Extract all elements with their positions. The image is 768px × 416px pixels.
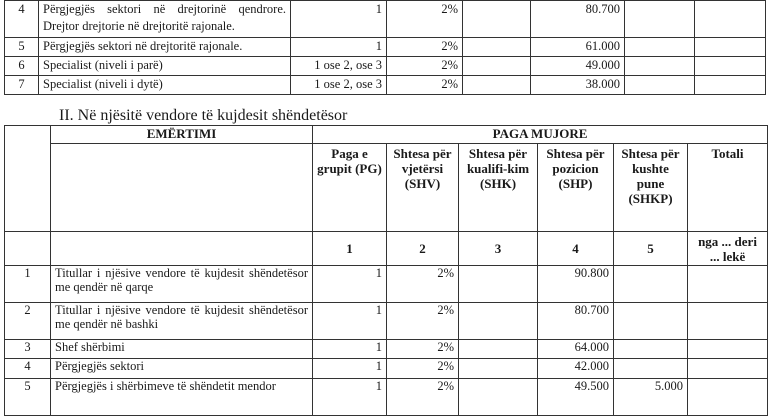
shk-value bbox=[459, 340, 538, 359]
pg-value: 1 bbox=[313, 303, 387, 340]
total-value bbox=[695, 76, 766, 95]
shk-value bbox=[459, 379, 538, 416]
shkp-value bbox=[614, 359, 688, 379]
table-row bbox=[5, 359, 768, 379]
row-number: 3 bbox=[5, 340, 51, 359]
position-name: Titullar i njësive vendore të kujdesit shëndetësor me qendër në bashki bbox=[51, 303, 313, 340]
shkp-value bbox=[614, 340, 688, 359]
column-header-pg: Paga e grupit (PG) bbox=[313, 144, 387, 232]
column-number: 2 bbox=[387, 232, 459, 266]
header-row bbox=[5, 144, 768, 232]
shk-value bbox=[463, 57, 531, 76]
shk-value bbox=[459, 359, 538, 379]
total-value bbox=[695, 57, 766, 76]
shp-value: 38.000 bbox=[531, 76, 625, 95]
shkp-value bbox=[625, 76, 695, 95]
salary-table-part-1 bbox=[4, 0, 766, 95]
table-row bbox=[5, 57, 766, 76]
table-row bbox=[5, 1, 766, 38]
position-name: Përgjegjës i shërbimeve të shëndetit mendor bbox=[51, 379, 313, 416]
shkp-value bbox=[625, 1, 695, 38]
shk-value bbox=[463, 1, 531, 38]
shv-value: 2% bbox=[387, 38, 463, 57]
total-value bbox=[688, 359, 768, 379]
row-number: 5 bbox=[5, 379, 51, 416]
pg-value: 1 bbox=[313, 379, 387, 416]
shk-value bbox=[463, 38, 531, 57]
row-number: 1 bbox=[5, 266, 51, 303]
shv-value: 2% bbox=[387, 1, 463, 38]
pg-value: 1 bbox=[313, 359, 387, 379]
section-title: II. Në njësitë vendore të kujdesit shëndetësor bbox=[59, 107, 348, 124]
header-cell-empty bbox=[5, 144, 51, 232]
column-number: 4 bbox=[538, 232, 614, 266]
pg-value: 1 bbox=[291, 38, 387, 57]
table-row bbox=[5, 266, 768, 303]
row-number: 4 bbox=[5, 1, 39, 38]
shk-value bbox=[459, 266, 538, 303]
header-row bbox=[5, 232, 768, 266]
position-name: Shef shërbimi bbox=[51, 340, 313, 359]
shv-value: 2% bbox=[387, 76, 463, 95]
column-number: 5 bbox=[614, 232, 688, 266]
total-value bbox=[688, 340, 768, 359]
table-row bbox=[5, 76, 766, 95]
position-name: Përgjegjës sektori bbox=[51, 359, 313, 379]
total-value bbox=[688, 303, 768, 340]
position-name: Specialist (niveli i dytë) bbox=[39, 76, 291, 95]
header-cell-empty bbox=[5, 232, 51, 266]
row-number: 2 bbox=[5, 303, 51, 340]
shkp-value bbox=[614, 303, 688, 340]
shp-value: 90.800 bbox=[538, 266, 614, 303]
position-name: Përgjegjës sektori në drejtorinë qendrore. Drejtor drejtorie në drejtoritë rajonale. bbox=[39, 1, 291, 38]
header-cell-empty bbox=[5, 126, 51, 144]
shkp-value bbox=[625, 38, 695, 57]
column-header-shv: Shtesa për vjetërsi (SHV) bbox=[387, 144, 459, 232]
position-name: Specialist (niveli i parë) bbox=[39, 57, 291, 76]
salary-table-part-2 bbox=[4, 125, 768, 416]
shkp-value bbox=[625, 57, 695, 76]
header-cell-empty bbox=[51, 232, 313, 266]
row-number: 5 bbox=[5, 38, 39, 57]
header-row bbox=[5, 126, 768, 144]
total-value bbox=[688, 379, 768, 416]
shp-value: 64.000 bbox=[538, 340, 614, 359]
header-cell-empty bbox=[51, 144, 313, 232]
shv-value: 2% bbox=[387, 266, 459, 303]
column-header-shk: Shtesa për kualifi-kim (SHK) bbox=[459, 144, 538, 232]
shv-value: 2% bbox=[387, 340, 459, 359]
pg-value: 1 ose 2, ose 3 bbox=[291, 76, 387, 95]
shp-value: 49.500 bbox=[538, 379, 614, 416]
shp-value: 61.000 bbox=[531, 38, 625, 57]
shk-value bbox=[459, 303, 538, 340]
shp-value: 42.000 bbox=[538, 359, 614, 379]
column-header-shkp: Shtesa për kushte pune (SHKP) bbox=[614, 144, 688, 232]
table-row bbox=[5, 303, 768, 340]
pg-value: 1 bbox=[291, 1, 387, 38]
shp-value: 80.700 bbox=[531, 1, 625, 38]
header-paga-mujore: PAGA MUJORE bbox=[313, 126, 768, 144]
row-number: 7 bbox=[5, 76, 39, 95]
shp-value: 80.700 bbox=[538, 303, 614, 340]
shkp-value: 5.000 bbox=[614, 379, 688, 416]
total-value bbox=[688, 266, 768, 303]
shv-value: 2% bbox=[387, 303, 459, 340]
column-header-shp: Shtesa për pozicion (SHP) bbox=[538, 144, 614, 232]
column-number: nga ... deri ... lekë bbox=[688, 232, 768, 266]
table-row bbox=[5, 340, 768, 359]
pg-value: 1 ose 2, ose 3 bbox=[291, 57, 387, 76]
position-name: Përgjegjës sektori në drejtoritë rajonale. bbox=[39, 38, 291, 57]
shp-value: 49.000 bbox=[531, 57, 625, 76]
column-number: 1 bbox=[313, 232, 387, 266]
column-header-totali: Totali bbox=[688, 144, 768, 232]
header-emertimi: EMËRTIMI bbox=[51, 126, 313, 144]
column-number: 3 bbox=[459, 232, 538, 266]
pg-value: 1 bbox=[313, 340, 387, 359]
total-value bbox=[695, 1, 766, 38]
total-value bbox=[695, 38, 766, 57]
row-number: 4 bbox=[5, 359, 51, 379]
shv-value: 2% bbox=[387, 57, 463, 76]
table-row bbox=[5, 38, 766, 57]
shv-value: 2% bbox=[387, 359, 459, 379]
table-row bbox=[5, 379, 768, 416]
position-name: Titullar i njësive vendore të kujdesit shëndetësor me qendër në qarqe bbox=[51, 266, 313, 303]
shk-value bbox=[463, 76, 531, 95]
shv-value: 2% bbox=[387, 379, 459, 416]
pg-value: 1 bbox=[313, 266, 387, 303]
shkp-value bbox=[614, 266, 688, 303]
row-number: 6 bbox=[5, 57, 39, 76]
